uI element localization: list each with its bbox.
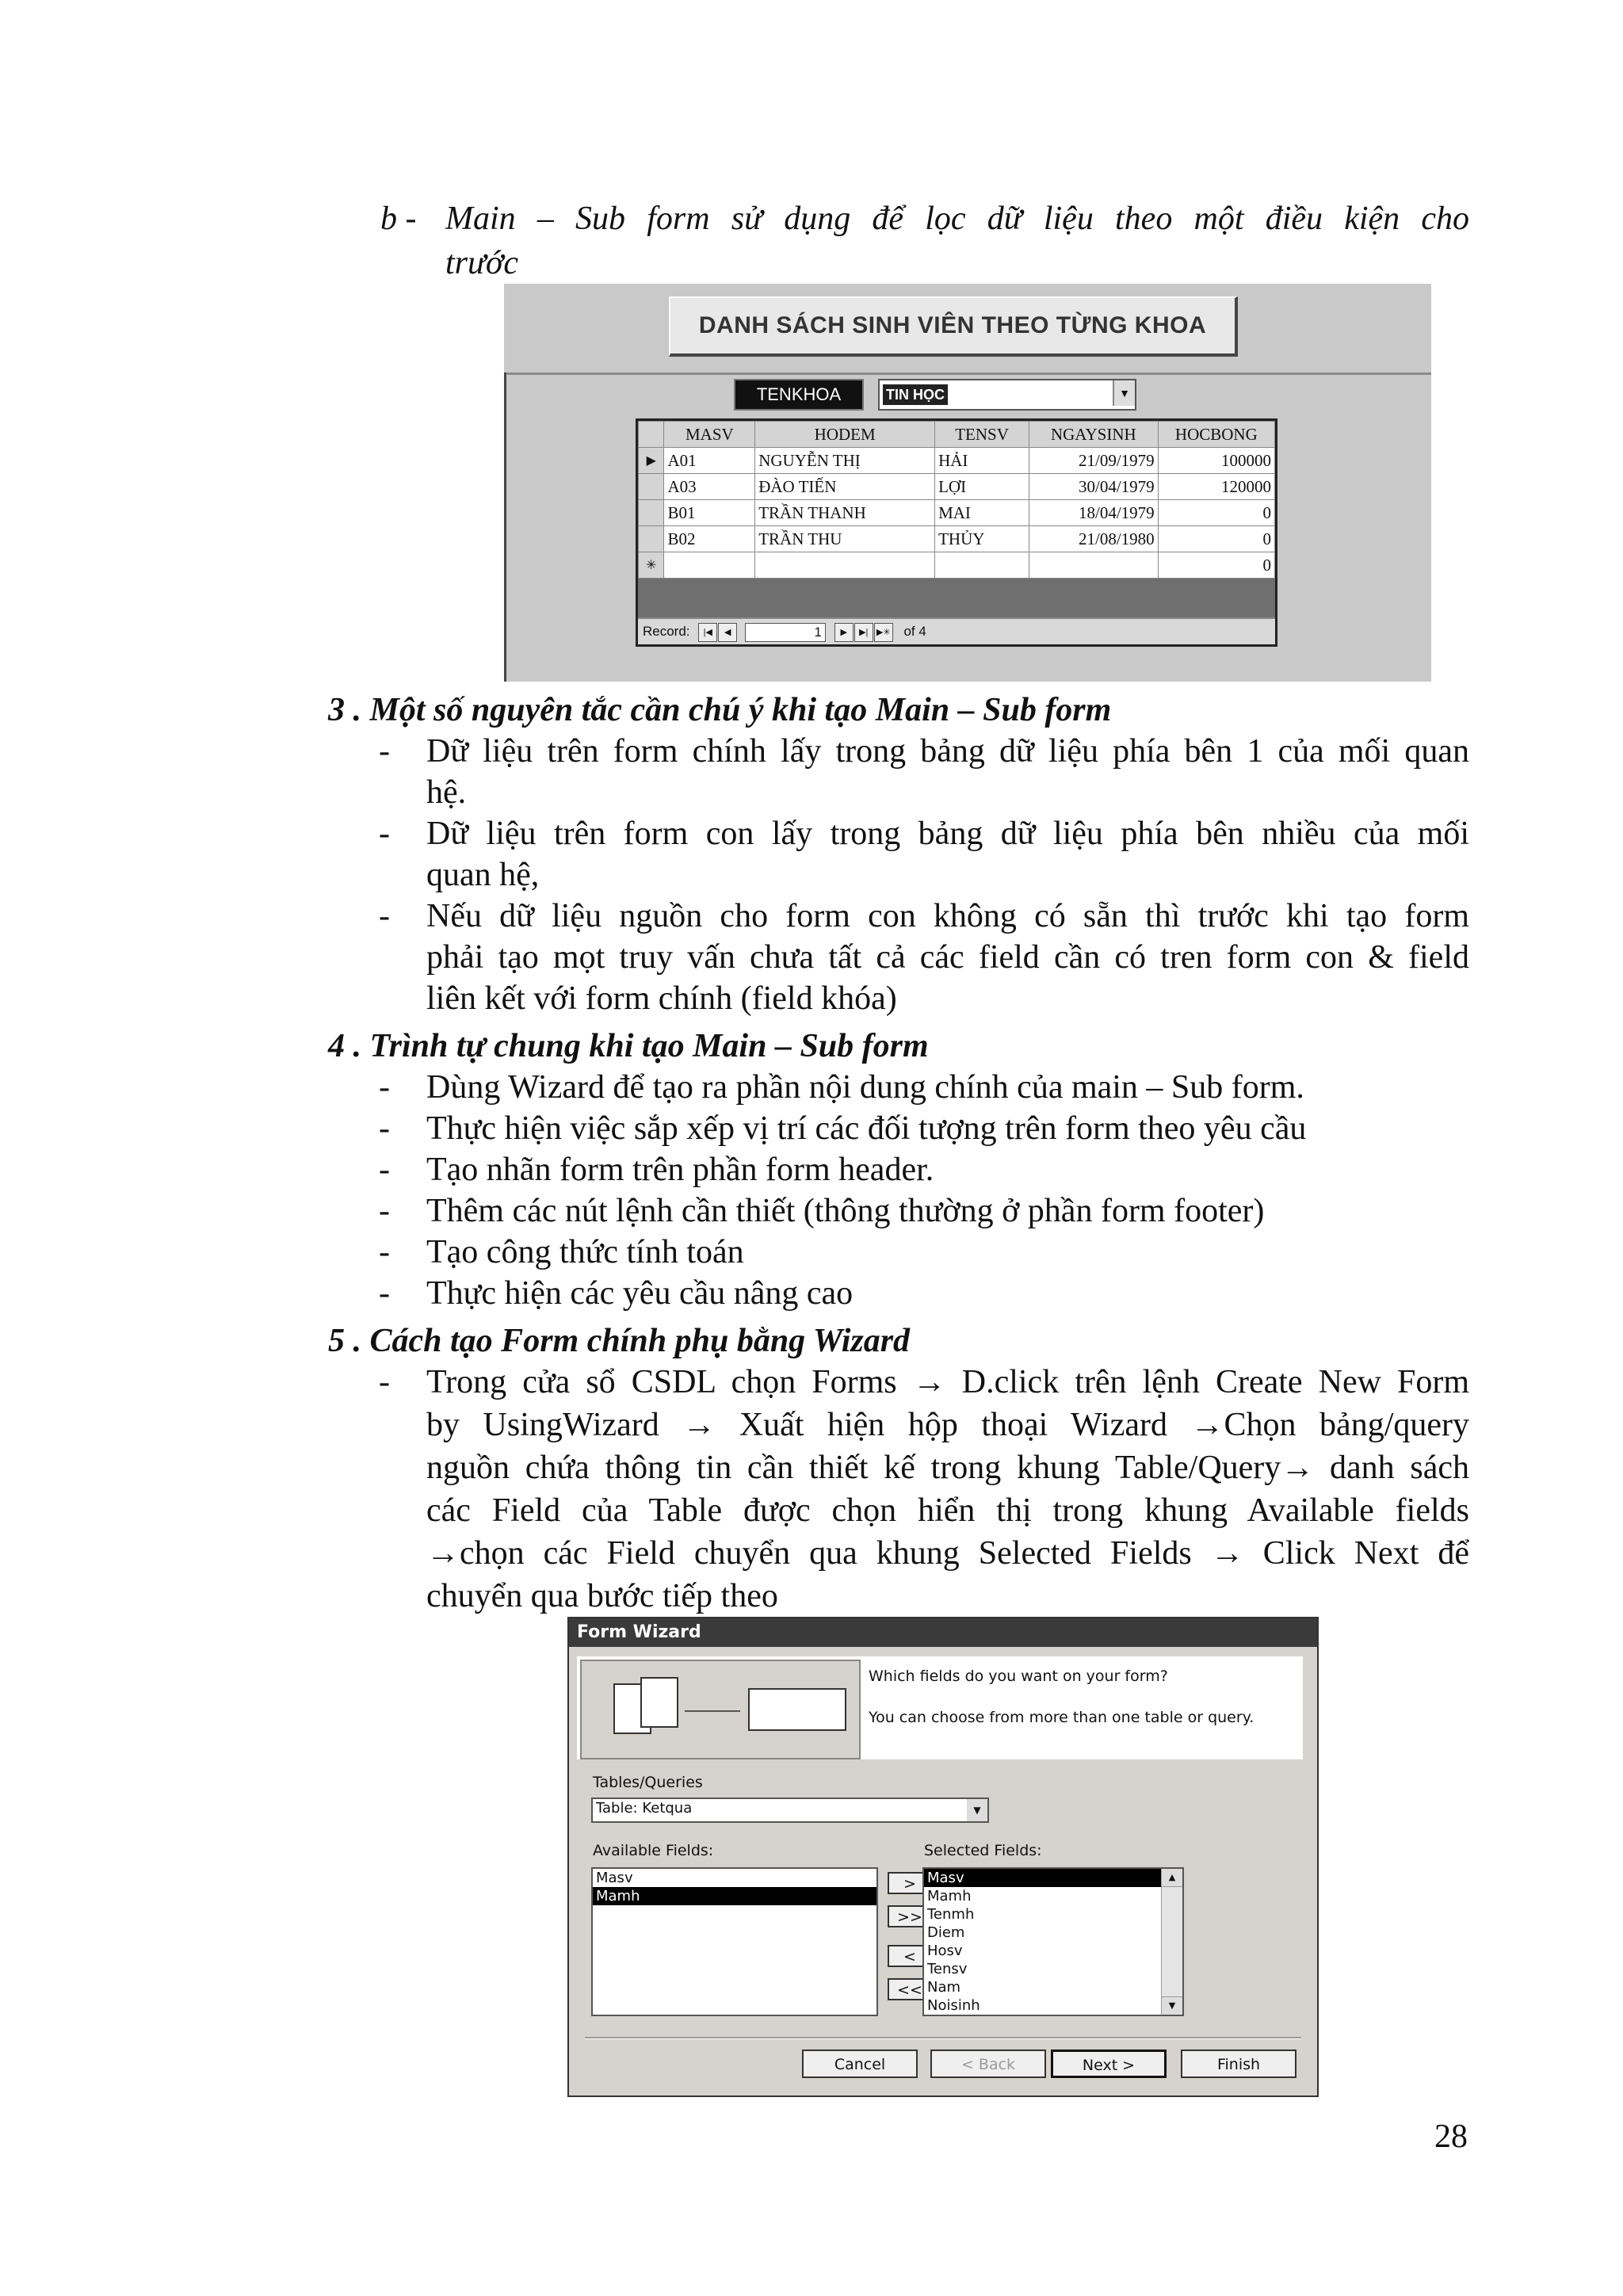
bullet-dash: - — [379, 1069, 390, 1106]
section-3-item2-line1: Dữ liệu trên form con lấy trong bảng dữ liệu phía bên nhiều của mối — [426, 816, 1469, 852]
table-cell[interactable]: A03 — [664, 474, 755, 500]
section-4-item: Tạo công thức tính toán — [426, 1234, 744, 1270]
section-5-line: nguồn chứa thông tin cần thiết kế trong khung Table/Query→ danh sách — [426, 1450, 1469, 1486]
table-cell[interactable]: 0 — [1158, 552, 1274, 579]
section-4-item: Thực hiện việc sắp xếp vị trí các đối tượng trên form theo yêu cầu — [426, 1110, 1307, 1147]
list-item[interactable]: Mamh — [593, 1887, 876, 1905]
selected-fields-list[interactable] — [922, 1867, 1184, 2016]
table-cell[interactable]: B01 — [664, 500, 755, 526]
column-header: HOCBONG — [1158, 422, 1274, 448]
page-number: 28 — [1434, 2118, 1468, 2155]
list-item[interactable]: Mamh — [927, 1888, 972, 1904]
section-5-line: các Field của Table được chọn hiển thị trong khung Available fields — [426, 1492, 1469, 1529]
section-5-line: Trong cửa sổ CSDL chọn Forms → D.click trên lệnh Create New Form — [426, 1364, 1469, 1400]
available-fields-label: Available Fields: — [593, 1842, 714, 1859]
section-5-line: by UsingWizard → Xuất hiện hộp thoại Wizard →Chọn bảng/query — [426, 1407, 1469, 1443]
bullet-dash: - — [379, 816, 390, 852]
list-item[interactable]: Diem — [927, 1924, 965, 1941]
cancel-button[interactable]: Cancel — [802, 2050, 918, 2078]
table-cell[interactable] — [1029, 552, 1158, 579]
table-cell[interactable] — [664, 552, 755, 579]
table-row[interactable] — [639, 500, 1275, 526]
list-item[interactable]: Nam — [927, 1979, 961, 1996]
wizard-illustration-icon — [580, 1660, 861, 1759]
bullet-dash: - — [379, 733, 390, 770]
table-cell[interactable]: 120000 — [1158, 474, 1274, 500]
section-3-item3-line3: liên kết với form chính (field khóa) — [426, 980, 897, 1017]
wizard-question: Which fields do you want on your form? — [869, 1668, 1168, 1685]
section-3-heading: 3 . Một số nguyên tắc cần chú ý khi tạo Main – Sub form — [328, 692, 1112, 728]
table-cell[interactable]: 18/04/1979 — [1029, 500, 1158, 526]
chevron-down-icon[interactable]: ▼ — [967, 1799, 987, 1821]
bullet-dash: - — [379, 1364, 390, 1400]
scroll-up-icon[interactable]: ▲ — [1162, 1869, 1182, 1887]
column-header: TENSV — [935, 422, 1029, 448]
section-b-marker: b - — [380, 201, 417, 237]
record-total: of 4 — [903, 624, 926, 639]
section-4-item: Tạo nhãn form trên phần form header. — [426, 1152, 934, 1188]
bullet-dash: - — [379, 1152, 390, 1188]
form-wizard-dialog — [567, 1617, 1319, 2097]
add-all-fields-button[interactable]: >> — [888, 1905, 932, 1927]
table-row[interactable] — [639, 474, 1275, 500]
table-row[interactable] — [639, 526, 1275, 552]
remove-all-fields-button[interactable]: << — [888, 1978, 932, 2000]
wizard-titlebar: Form Wizard — [569, 1618, 1319, 1647]
bullet-dash: - — [379, 1275, 390, 1312]
table-cell[interactable]: 0 — [1158, 500, 1274, 526]
row-selector-header — [639, 422, 664, 448]
scroll-down-icon[interactable]: ▼ — [1162, 1996, 1182, 2015]
next-button[interactable]: Next > — [1051, 2050, 1167, 2078]
tables-queries-label: Tables/Queries — [593, 1774, 703, 1791]
list-item[interactable]: Hosv — [927, 1943, 963, 1959]
table-cell[interactable]: THỦY — [935, 526, 1029, 552]
scrollbar[interactable] — [1161, 1869, 1182, 2015]
subform-datasheet — [636, 418, 1277, 647]
student-table — [638, 421, 1275, 579]
record-number-input[interactable]: 1 — [745, 623, 826, 642]
section-3-item3-line1: Nếu dữ liệu nguồn cho form con không có sẵn thì trước khi tạo form — [426, 898, 1469, 934]
section-3-item1-line1: Dữ liệu trên form chính lấy trong bảng dữ liệu phía bên 1 của mối quan — [426, 733, 1469, 770]
bullet-dash: - — [379, 1193, 390, 1229]
add-field-button[interactable]: > — [888, 1872, 932, 1894]
list-item[interactable]: Masv — [596, 1870, 633, 1886]
column-header: NGAYSINH — [1029, 422, 1158, 448]
section-4-item: Thêm các nút lệnh cần thiết (thông thường ở phần form footer) — [426, 1193, 1265, 1229]
table-cell[interactable] — [755, 552, 935, 579]
available-fields-list[interactable] — [591, 1867, 878, 2016]
form-header — [504, 284, 1431, 375]
row-selector[interactable] — [639, 474, 664, 500]
table-select-value: Table: Ketqua — [596, 1800, 693, 1817]
wizard-hint: You can choose from more than one table or query. — [869, 1709, 1254, 1726]
bullet-dash: - — [379, 898, 390, 934]
column-header: HODEM — [755, 422, 935, 448]
bullet-dash: - — [379, 1234, 390, 1270]
table-cell[interactable]: LỢI — [935, 474, 1029, 500]
selected-fields-label: Selected Fields: — [924, 1842, 1042, 1859]
table-cell[interactable]: NGUYỄN THỊ — [755, 448, 935, 474]
section-5-line: chuyển qua bước tiếp theo — [426, 1578, 778, 1614]
table-cell[interactable]: 30/04/1979 — [1029, 474, 1158, 500]
section-5-line: →chọn các Field chuyển qua khung Selected Fields → Click Next để — [426, 1535, 1469, 1572]
row-selector[interactable] — [639, 500, 664, 526]
table-cell[interactable]: TRẦN THANH — [755, 500, 935, 526]
last-record-icon[interactable]: ▶| — [854, 623, 873, 642]
section-3-item1-line2: hệ. — [426, 774, 467, 811]
table-cell[interactable]: ĐÀO TIẾN — [755, 474, 935, 500]
table-cell[interactable]: TRẦN THU — [755, 526, 935, 552]
divider — [585, 2037, 1301, 2039]
column-header: MASV — [664, 422, 755, 448]
table-row[interactable] — [639, 448, 1275, 474]
filter-value: TIN HỌC — [883, 384, 948, 405]
new-record-icon: ✳ — [639, 552, 664, 579]
table-header-row — [639, 422, 1275, 448]
new-record-nav-icon[interactable]: ▶✳ — [874, 623, 893, 642]
list-item[interactable]: Tensv — [927, 1961, 968, 1977]
section-b-text-line2: trước — [445, 245, 518, 281]
section-4-item: Dùng Wizard để tạo ra phần nội dung chính của main – Sub form. — [426, 1069, 1304, 1106]
list-item[interactable]: Masv — [924, 1869, 1182, 1887]
table-cell[interactable]: 21/08/1980 — [1029, 526, 1158, 552]
table-cell[interactable]: 0 — [1158, 526, 1274, 552]
bullet-dash: - — [379, 1110, 390, 1147]
next-record-icon[interactable]: ▶ — [834, 623, 854, 642]
table-cell[interactable] — [935, 552, 1029, 579]
section-4-item: Thực hiện các yêu cầu nâng cao — [426, 1275, 854, 1312]
table-cell[interactable]: MAI — [935, 500, 1029, 526]
filter-label: TENKHOA — [734, 379, 864, 411]
remove-field-button[interactable]: < — [888, 1945, 932, 1967]
prev-record-icon[interactable]: ◀ — [718, 623, 737, 642]
finish-button[interactable]: Finish — [1181, 2050, 1296, 2078]
record-label: Record: — [643, 624, 690, 639]
section-3-item2-line2: quan hệ, — [426, 857, 540, 893]
form-title: DANH SÁCH SINH VIÊN THEO TỪNG KHOA — [669, 296, 1238, 357]
table-cell[interactable]: HẢI — [935, 448, 1029, 474]
table-cell[interactable]: B02 — [664, 526, 755, 552]
section-b-text-line1: Main – Sub form sử dụng để lọc dữ liệu theo một điều kiện cho — [445, 201, 1469, 237]
section-5-heading: 5 . Cách tạo Form chính phụ bằng Wizard — [328, 1323, 911, 1359]
table-select[interactable] — [591, 1797, 989, 1823]
section-3-item3-line2: phải tạo mọt truy vấn chưa tất cả các field cần có tren form con & field — [426, 939, 1469, 976]
table-cell[interactable]: A01 — [664, 448, 755, 474]
list-item[interactable]: Noisinh — [927, 1997, 980, 2014]
form-border — [504, 372, 506, 682]
list-item[interactable]: Tenmh — [927, 1906, 975, 1923]
section-4-heading: 4 . Trình tự chung khi tạo Main – Sub form — [328, 1028, 929, 1064]
current-row-arrow-icon: ▶ — [639, 448, 664, 474]
table-row-new[interactable] — [639, 552, 1275, 579]
table-cell[interactable]: 100000 — [1158, 448, 1274, 474]
back-button[interactable]: < Back — [930, 2050, 1046, 2078]
record-navigator — [638, 617, 1275, 644]
dropdown-arrow-icon[interactable]: ▼ — [1113, 380, 1135, 406]
table-cell[interactable]: 21/09/1979 — [1029, 448, 1158, 474]
filter-combo[interactable] — [878, 379, 1136, 411]
first-record-icon[interactable]: |◀ — [698, 623, 717, 642]
access-form-screenshot — [504, 284, 1431, 682]
row-selector[interactable] — [639, 526, 664, 552]
